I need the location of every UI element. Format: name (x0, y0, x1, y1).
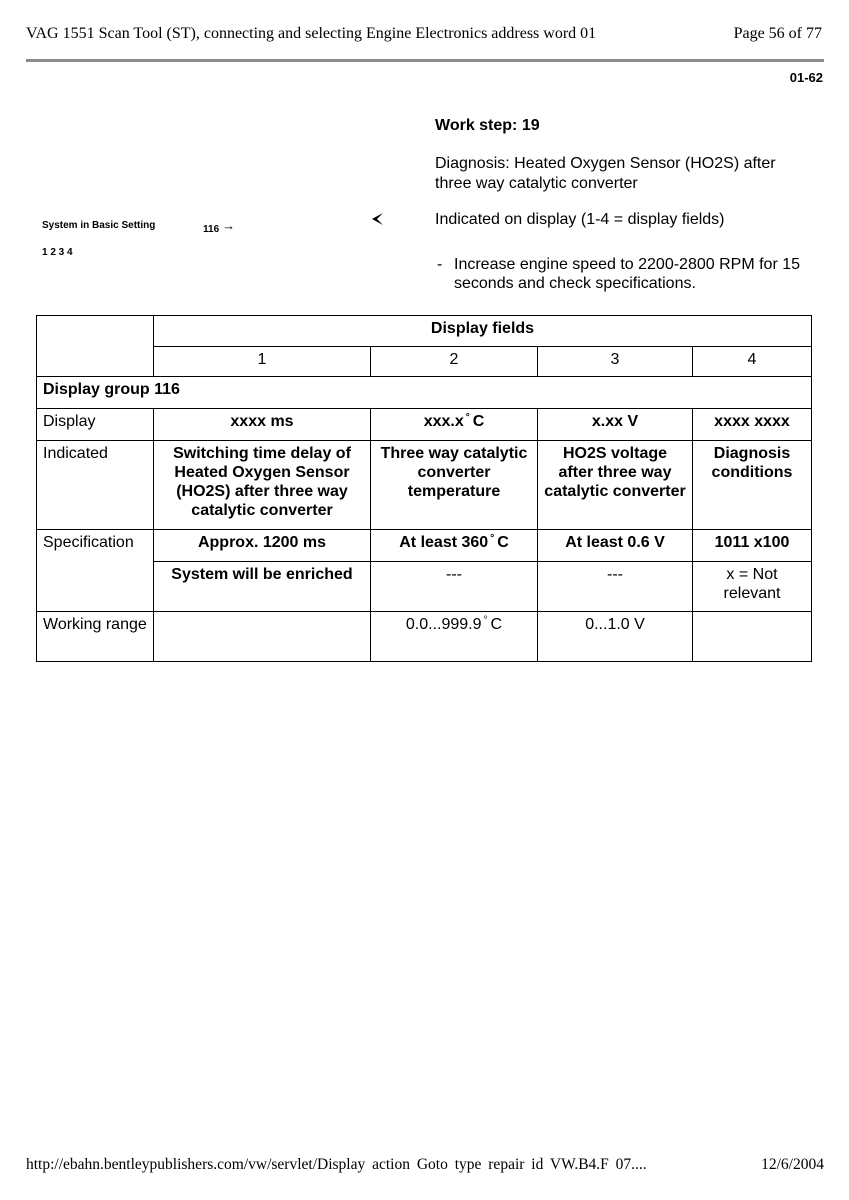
column-header-2: 2 (371, 347, 538, 377)
specification-value-1: Approx. 1200 ms (154, 530, 371, 562)
degree-symbol: ° (465, 412, 470, 423)
display-value-3: x.xx V (538, 409, 693, 441)
degree-symbol: ° (490, 533, 495, 544)
lcd-mode-text: System in Basic Setting (42, 220, 156, 231)
specification-note-2: --- (371, 562, 538, 612)
pointer-arrow-icon (369, 210, 385, 228)
working-range-1 (154, 612, 371, 662)
work-step-heading: Work step: 19 (435, 117, 540, 134)
working-range-2: 0.0...999.9 ° C (371, 612, 538, 662)
display-value-1: xxxx ms (154, 409, 371, 441)
display-group-label: Display group 116 (37, 377, 812, 409)
specification-value-4: 1011 x100 (693, 530, 812, 562)
specification-value-3: At least 0.6 V (538, 530, 693, 562)
lcd-field-numbers: 1 2 3 4 (42, 247, 73, 258)
column-header-1: 1 (154, 347, 371, 377)
specification-note-4: x = Not relevant (693, 562, 812, 612)
row-label-display: Display (37, 409, 154, 441)
list-dash: - (437, 256, 443, 273)
display-fields-table (36, 315, 812, 662)
column-header-4: 4 (693, 347, 812, 377)
working-range-3: 0...1.0 V (538, 612, 693, 662)
indicated-value-1: Switching time delay of Heated Oxygen Sensor (HO2S) after three way catalytic converter (154, 441, 371, 530)
footer-url: http://ebahn.bentleypublishers.com/vw/servlet/Display action Goto type repair id VW.B4.F 07.... (26, 1156, 647, 1173)
footer-date: 12/6/2004 (761, 1156, 824, 1173)
row-label-indicated: Indicated (37, 441, 154, 530)
display-value-2: xxx.x ° C (371, 409, 538, 441)
document-header-title: VAG 1551 Scan Tool (ST), connecting and selecting Engine Electronics address word 01 (26, 25, 597, 42)
page-number: Page 56 of 77 (733, 25, 822, 42)
table-corner-cell (37, 316, 154, 377)
arrow-right-icon: → (222, 218, 236, 233)
header-divider (26, 59, 824, 62)
specification-value-2: At least 360 ° C (371, 530, 538, 562)
working-range-4 (693, 612, 812, 662)
column-header-3: 3 (538, 347, 693, 377)
display-fields-header: Display fields (154, 316, 812, 347)
specification-note-1: System will be enriched (154, 562, 371, 612)
indicated-value-2: Three way catalytic converter temperature (371, 441, 538, 530)
instruction-item (437, 255, 827, 293)
section-page-code: 01-62 (789, 70, 823, 85)
row-label-specification: Specification (37, 530, 154, 612)
degree-symbol: ° (483, 615, 488, 626)
specification-note-3: --- (538, 562, 693, 612)
instruction-text: Increase engine speed to 2200-2800 RPM for 15 seconds and check specifications. (454, 256, 801, 292)
indicated-value-4: Diagnosis conditions (693, 441, 812, 530)
indicated-note: Indicated on display (1-4 = display fields) (435, 211, 725, 228)
lcd-group-number: 116 (203, 224, 220, 235)
lcd-display-group (203, 220, 235, 235)
indicated-value-3: HO2S voltage after three way catalytic converter (538, 441, 693, 530)
display-value-4: xxxx xxxx (693, 409, 812, 441)
diagnosis-text: Diagnosis: Heated Oxygen Sensor (HO2S) after three way catalytic converter (435, 155, 776, 192)
row-label-working-range: Working range (37, 612, 154, 662)
